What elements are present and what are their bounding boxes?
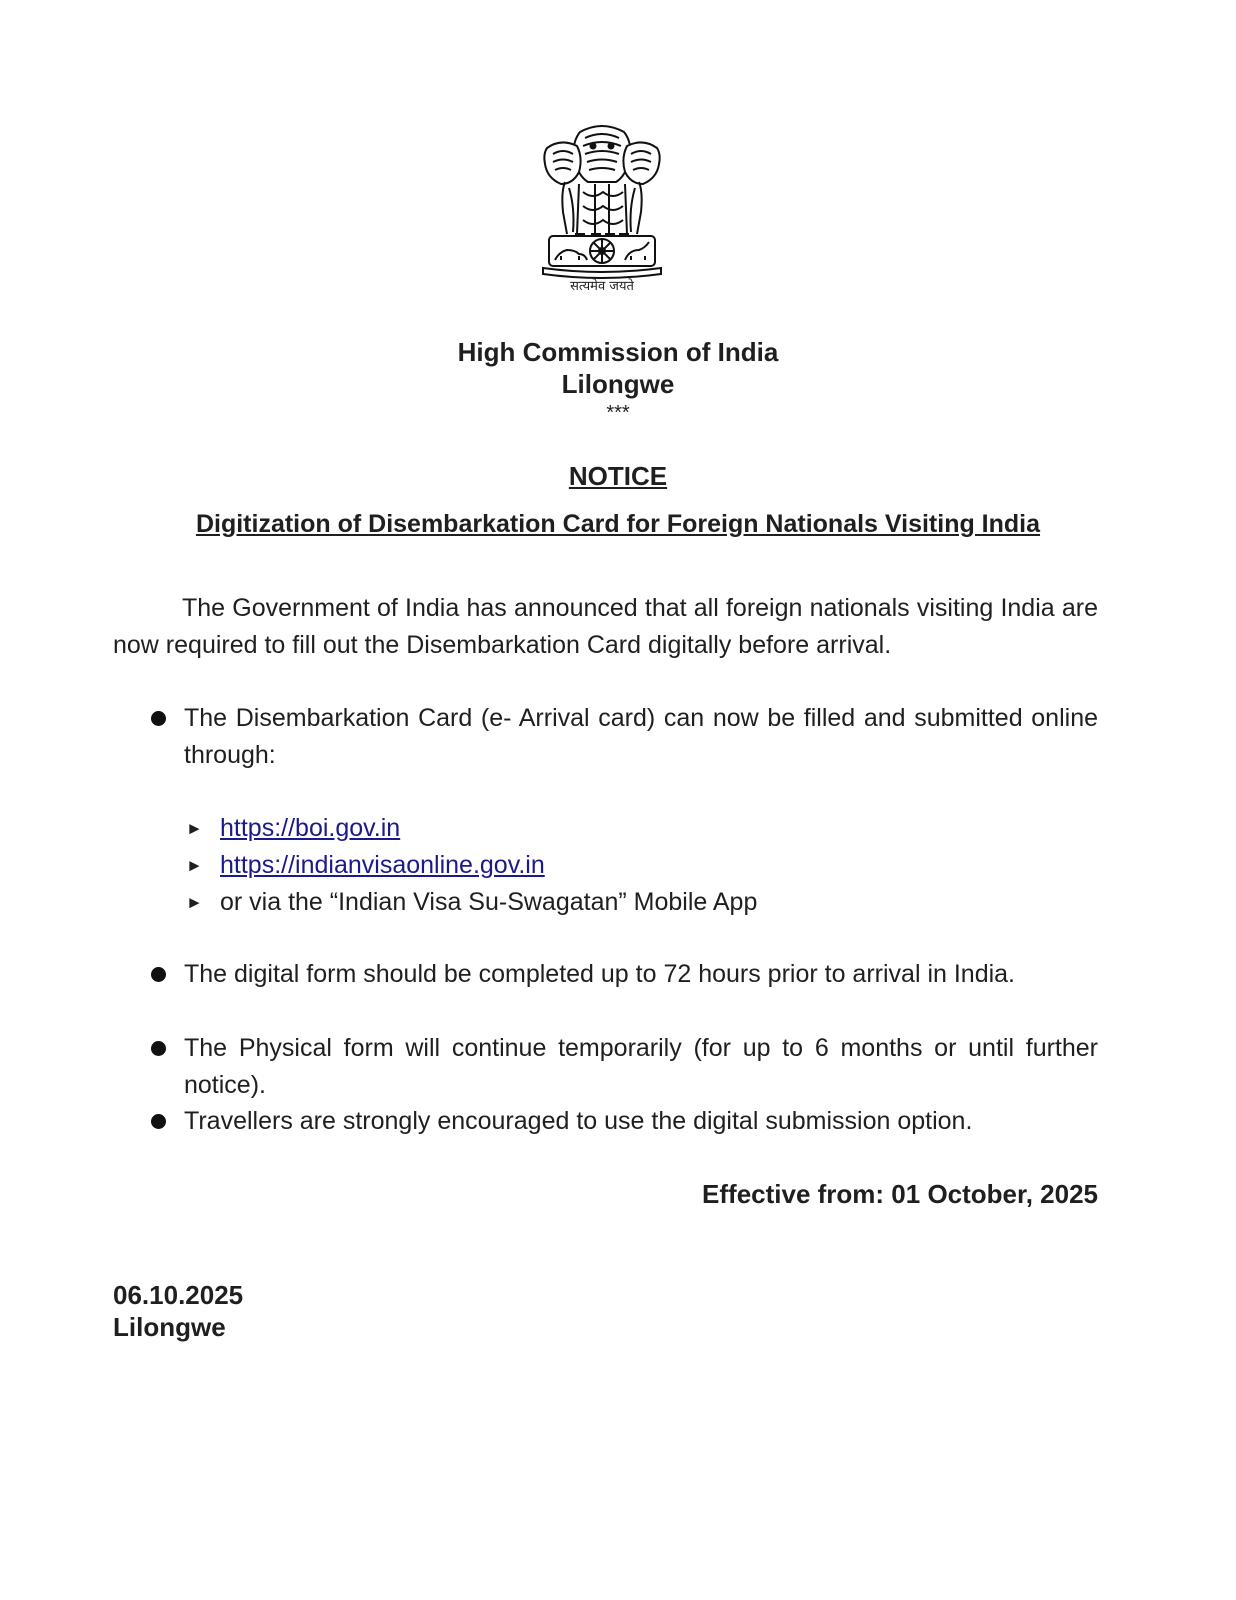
- issue-place: Lilongwe: [113, 1312, 226, 1342]
- effective-date: Effective from: 01 October, 2025: [702, 1179, 1098, 1209]
- mobile-app-text: or via the “Indian Visa Su-Swagatan” Mobile App: [220, 888, 758, 916]
- list-item: [148, 956, 1098, 993]
- emblem-motto: सत्यमेव जयते: [570, 279, 634, 294]
- list-item: [148, 1103, 1098, 1140]
- header-separator: ***: [606, 402, 630, 424]
- link-boi[interactable]: https://boi.gov.in: [220, 814, 401, 842]
- bullet-icon: [148, 1030, 184, 1104]
- bullet-icon: [148, 700, 184, 774]
- bullet-text: The Physical form will continue temporarily (for up to 6 months or until further notice).: [184, 1034, 1098, 1099]
- link-indianvisaonline[interactable]: https://indianvisaonline.gov.in: [220, 851, 545, 879]
- channel-item: [186, 810, 1086, 847]
- bullet-text: The Disembarkation Card (e- Arrival card) can now be filled and submitted online through:: [184, 704, 1098, 769]
- bullet-icon: [148, 1103, 184, 1140]
- organization-name: High Commission of India: [457, 337, 779, 367]
- list-item: [148, 1030, 1098, 1104]
- intro-paragraph: The Government of India has announced that all foreign nationals visiting India are now required to fill out the Disembarkation Card digitally before arrival.: [113, 594, 1098, 659]
- bullet-icon: [148, 956, 184, 993]
- organization-city: Lilongwe: [561, 369, 675, 399]
- issue-date: 06.10.2025: [113, 1280, 244, 1310]
- notice-subject: Digitization of Disembarkation Card for Foreign Nationals Visiting India: [195, 510, 1041, 538]
- arrow-right-icon: ►: [186, 893, 203, 912]
- notice-title: NOTICE: [568, 461, 668, 491]
- arrow-right-icon: ►: [186, 856, 203, 875]
- channel-item: [186, 884, 1086, 921]
- bullet-text: Travellers are strongly encouraged to use the digital submission option.: [184, 1107, 973, 1135]
- bullet-text: The digital form should be completed up to 72 hours prior to arrival in India.: [184, 960, 1016, 988]
- channel-item: [186, 847, 1086, 884]
- list-item: [148, 700, 1098, 774]
- national-emblem: [535, 122, 669, 298]
- arrow-right-icon: ►: [186, 819, 203, 838]
